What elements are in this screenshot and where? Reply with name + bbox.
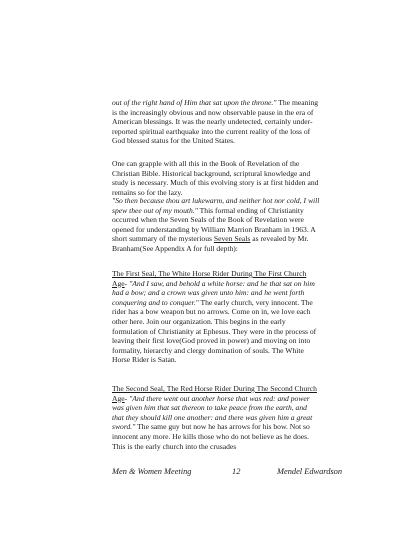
body-text: The same guy but now he has arrows for his bow. Not so innocent any more. He kills those who do not believe as he does. This is the early church into the crusades — [112, 422, 310, 451]
body-text: The meaning is the increasingly obvious and now observable pause in the era of American blessings. It was the nearly undetected, certainly under-reported spiritual earthquake into the current reality of the loss of God blessed status for the United States. — [112, 98, 319, 146]
footer-title: Men & Women Meeting — [112, 467, 192, 476]
paragraph-1 — [112, 98, 320, 156]
second-seal-section — [112, 384, 320, 461]
quote-text: out of the right hand of Him that sat upon the throne." — [112, 98, 277, 107]
page-footer — [112, 467, 343, 479]
first-seal-heading: The First Seal, The White Horse Rider During The First Church Age — [112, 269, 307, 288]
quote-text: "And I saw, and behold a white horse: and he that sat on him had a bow; and a crown was given unto him: and he went forth conquering and to conquer." — [112, 278, 315, 307]
dash: - — [124, 393, 130, 403]
body-text: This formal ending of Christianity occurred when the Seven Seals of the Book of Revelation were opened for understanding by William Marrion Branham in 1963. A short summary of the mysterious — [112, 205, 316, 244]
page-number: 12 — [232, 467, 241, 476]
paragraph-3 — [112, 196, 320, 263]
quote-text: "And there went out another horse that was red: and power was given him that sat thereon to take peace from the earth, and that they should kill one another: and there was given him a great sword." — [112, 393, 313, 432]
body-text: The early church, very innocent. The rider has a bow weapon but no arrows. Come on in, we love each other here. Join our organization. This begins in the early formulation of Christianity at Ephesus. They were in the process of leaving their first love(God proved in power) and moving on into formality, hierarchy and clergy domination of souls. The White Horse Rider is Satan. — [112, 297, 317, 365]
body-text: as revealed by Mr. Branham(See Appendix A for full depth): — [112, 234, 309, 253]
body-text: One can grapple with all this in the Book of Revelation of the Christian Bible. Historical background, scriptural knowledge and study is necessary. Much of this evolving story is at first hidden and remains so for the lazy. — [112, 159, 319, 197]
second-seal-heading: The Second Seal, The Red Horse Rider During The Second Church Age — [112, 384, 317, 403]
first-seal-section — [112, 269, 320, 375]
footer-author: Mendel Edwardson — [277, 467, 343, 476]
seven-seals-link-text: Seven Seals — [213, 234, 251, 244]
dash: - — [124, 278, 130, 288]
quote-text: "So then because thou art lukewarm, and neither hot nor cold, I will spew thee out of my mouth." — [112, 196, 320, 215]
